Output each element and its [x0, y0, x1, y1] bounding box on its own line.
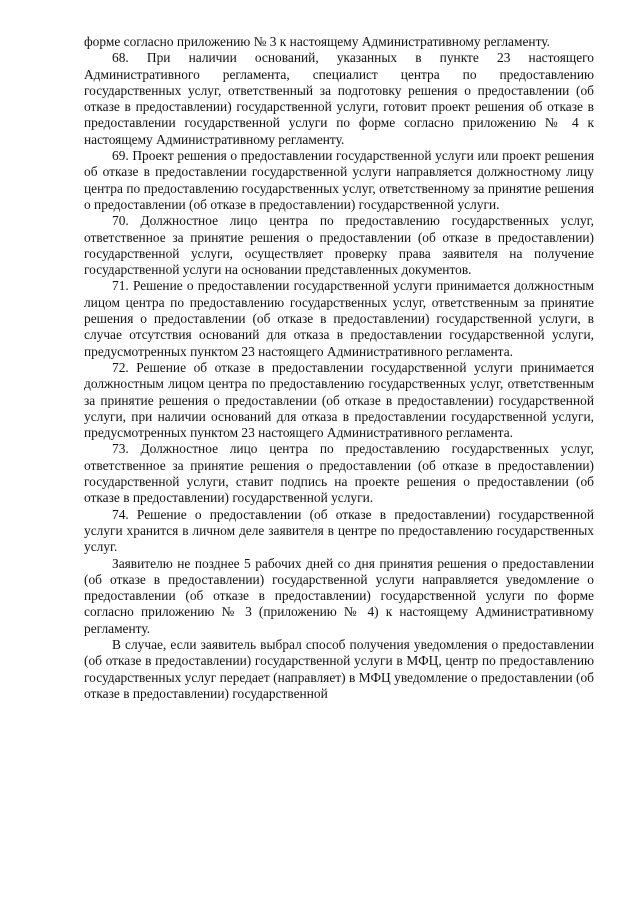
paragraph-continuation: форме согласно приложению № 3 к настоящему Административному регламенту. [84, 34, 550, 49]
paragraph-74: 74. Решение о предоставлении (об отказе в предоставлении) государственной услуги хранится в личном деле заявителя в центре по предоставлению государственных услуг. [84, 506, 594, 555]
paragraph-68: 68. При наличии оснований, указанных в пункте 23 настоящего Административного регламента, специалист центра по предоставлению государственных услуг, ответственный за подготовку решения о предоставлении (об отказе в предоставлении) государственной услуги, готовит проект решения об отказе в предоставлении государственной услуги по форме согласно приложению № 4 к настоящему Административному регламенту. [84, 50, 594, 147]
paragraph-mfc: В случае, если заявитель выбрал способ получения уведомления о предоставлении (об отказе в предоставлении) государственной услуги в МФЦ, центр по предоставлению государственных услуг передает (направляет) в МФЦ уведомление о предоставлении (об отказе в предоставлении) государственной [84, 636, 594, 701]
paragraph-72: 72. Решение об отказе в предоставлении государственной услуги принимается должностным лицом центра по предоставлению государственных услуг, ответственным за принятие решения о предоставлении (об отказе в предоставлении) государственной услуги, при наличии оснований для отказа в предоставлении государственной услуги, предусмотренных пунктом 23 настоящего Административного регламента. [84, 359, 594, 441]
paragraph-notification: Заявителю не позднее 5 рабочих дней со дня принятия решения о предоставлении (об отказе в предоставлении) государственной услуги направляется уведомление о предоставлении (об отказе в предоставлении) государственной услуги по форме согласно приложению № 3 (приложению № 4) к настоящему Административному регламенту. [84, 555, 594, 636]
paragraph-70: 70. Должностное лицо центра по предоставлению государственных услуг, ответственное за принятие решения о предоставлении (об отказе в предоставлении) государственной услуги, осуществляет проверку права заявителя на получение государственной услуги на основании представленных документов. [84, 213, 594, 278]
document-page [84, 34, 594, 702]
paragraph-69: 69. Проект решения о предоставлении государственной услуги или проект решения об отказе в предоставлении государственной услуги направляется должностному лицу центра по предоставлению государственных услуг, ответственному за принятие решения о предоставлении (об отказе в предоставлении) государственной услуги. [84, 148, 594, 212]
paragraph-73: 73. Должностное лицо центра по предоставлению государственных услуг, ответственное за принятие решения о предоставлении (об отказе в предоставлении) государственной услуги, ставит подпись на проекте решения о предоставлении (об отказе в предоставлении) государственной услуги. [84, 441, 594, 506]
paragraph-71: 71. Решение о предоставлении государственной услуги принимается должностным лицом центра по предоставлению государственных услуг, ответственным за принятие решения о предоставлении (об отказе в предоставлении) государственной услуги, в случае отсутствия оснований для отказа в предоставлении государственной услуги, предусмотренных пунктом 23 настоящего Административного регламента. [84, 278, 594, 359]
